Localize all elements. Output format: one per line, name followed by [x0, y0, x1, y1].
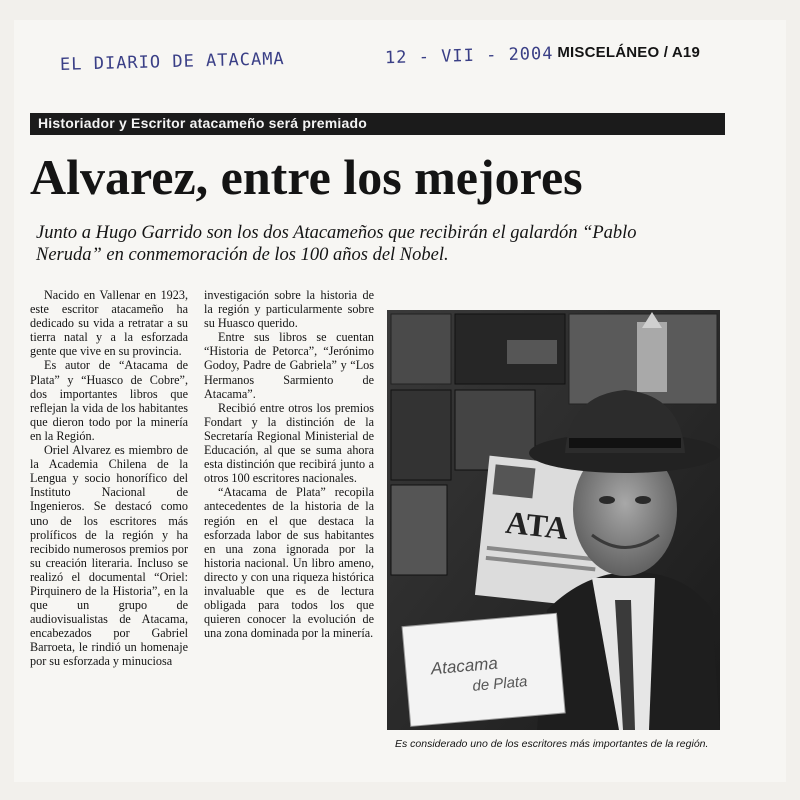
photo-illustration [387, 310, 720, 730]
article-column-2 [204, 288, 374, 768]
photo-caption: Es considerado uno de los escritores más importantes de la región. [395, 738, 709, 750]
section-label: MISCELÁNEO / A19 [557, 44, 700, 61]
deck: Junto a Hugo Garrido son los dos Atacameños que recibirán el galardón “Pablo Neruda” en conmemoración de los 100 años del Nobel. [36, 223, 637, 265]
collage-panel [391, 314, 451, 384]
kicker-bar: Historiador y Escritor atacameño será premiado [30, 113, 725, 135]
newspaper-masthead: ATA [503, 503, 571, 547]
book-title-line2: de Plata [471, 673, 529, 695]
collage-panel [391, 390, 451, 480]
handwritten-date: 12 - VII - 2004 [384, 43, 554, 69]
book-title-line1: Atacama [430, 653, 499, 679]
paragraph: investigación sobre la historia de la región y particularmente sobre su Huasco querido. [204, 288, 374, 331]
headline: Alvarez, entre los mejores [30, 149, 583, 205]
paragraph: Recibió entre otros los premios Fondart y la distinción de la Secretaría Regional Ministerial de Educación, al que se suma ahora esta distinción que recibirá junto a otros 100 escritores nacionales. [204, 400, 374, 486]
collage-panel [391, 485, 447, 575]
article-column-1 [30, 288, 188, 768]
handwritten-source: EL DIARIO DE ATACAMA [59, 49, 285, 75]
paragraph: “Atacama de Plata” recopila antecedentes de la historia de la región en el que destaca la esforzada labor de sus habitantes en una zona ignorada por la historia nacional. Un libro ameno, directo y con una riqueza histórica invaluable que es de lectura obligada para todos los que quieren conocer la evolución de una zona dominada por la minería. [204, 485, 374, 641]
portrait-photo [387, 310, 720, 730]
paragraph: Es autor de “Atacama de Plata” y “Huasco de Cobre”, dos importantes libros que reflejan la vida de los habitantes que dieron todo por la minería en la Región. [30, 358, 188, 443]
paragraph: Oriel Alvarez es miembro de la Academia Chilena de la Lengua y socio honorífico del Instituto Nacional de Ingenieros. Se destacó como uno de los escritores más prolíficos de la región y ha recibido numerosos premios por su creación literaria. Incluso se realizó el documental “Oriel: Pirquinero de la Historia”, en la que un grupo de audiovisualistas de Atacama, encabezados por Gabriel Barroeta, le rindió un homenaje por su esforzada y minuciosa [30, 443, 188, 669]
book-prop [402, 613, 565, 726]
paragraph: Nacido en Vallenar en 1923, este escritor atacameño ha dedicado su vida a retratar a su tierra natal y a la esforzada gente que vive en su provincia. [30, 288, 188, 359]
paragraph: Entre sus libros se cuentan “Historia de Petorca”, “Jerónimo Godoy, Padre de Gabriela” y “Los Hermanos Sarmiento de Atacama”. [204, 330, 374, 401]
